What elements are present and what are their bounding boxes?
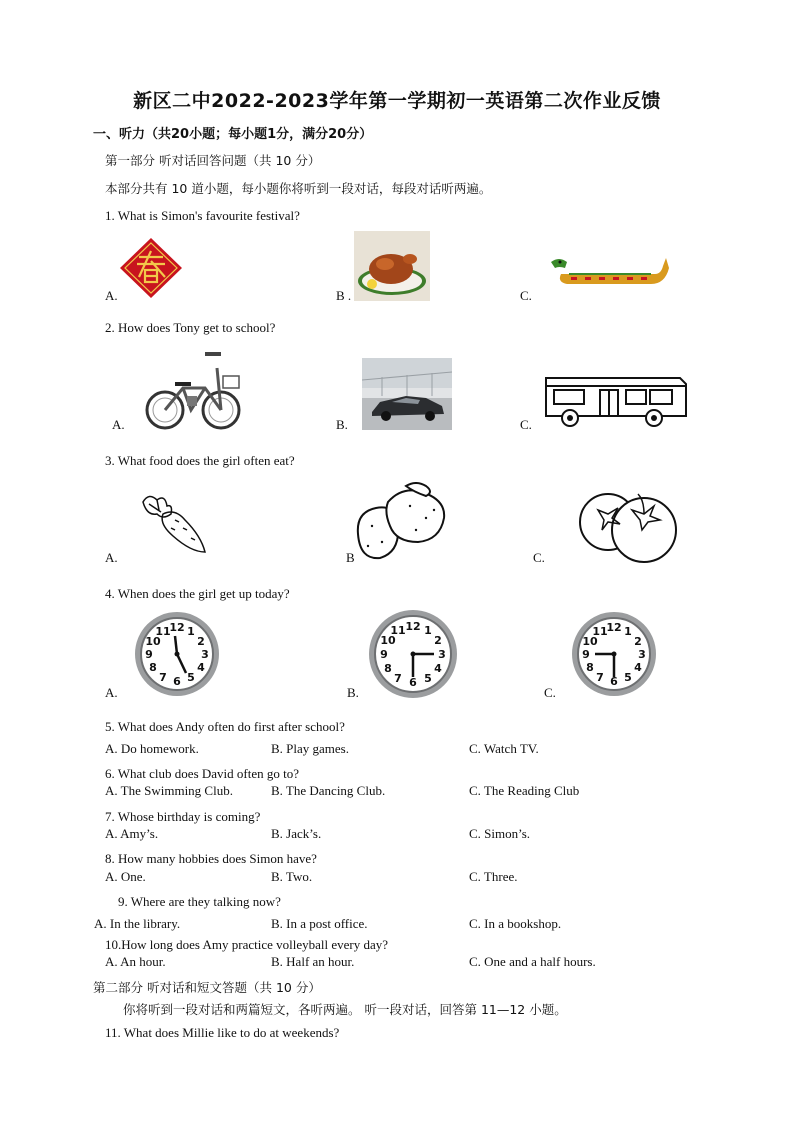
- clock-picture: [571, 611, 657, 697]
- car-picture: [362, 358, 452, 430]
- option-a: A. In the library.: [94, 916, 181, 931]
- option-a: A. Amy’s.: [105, 826, 159, 841]
- clock-picture: [134, 611, 220, 697]
- option-b: B. In a post office.: [271, 916, 368, 931]
- option-label: C.: [544, 685, 556, 700]
- option-b: B. Play games.: [271, 741, 349, 756]
- option-b: B. Two.: [271, 869, 313, 884]
- part1-description: 本部分共有 10 道小题，每小题你将听到一段对话，每段对话听两遍。: [105, 181, 492, 196]
- option-b: B. Jack’s.: [271, 826, 322, 841]
- part1-title: 第一部分 听对话回答问题（共 10 分）: [105, 153, 321, 168]
- svg-text:2: 2: [434, 634, 442, 647]
- svg-text:11: 11: [390, 624, 406, 637]
- question-1: 1. What is Simon's favourite festival?: [105, 208, 300, 223]
- carrot-picture: [135, 490, 215, 560]
- bus-picture: [540, 368, 690, 430]
- svg-text:12: 12: [169, 621, 185, 634]
- question-11: 11. What does Millie like to do at weekends?: [105, 1025, 340, 1040]
- svg-text:10: 10: [380, 634, 396, 647]
- svg-text:1: 1: [424, 624, 432, 637]
- svg-text:10: 10: [145, 635, 161, 648]
- question-9: 9. Where are they talking now?: [118, 894, 281, 909]
- option-label: B .: [336, 288, 352, 303]
- question-6: 6. What club does David often go to?: [105, 766, 299, 781]
- svg-text:2: 2: [634, 635, 642, 648]
- svg-text:10: 10: [582, 635, 598, 648]
- option-c: C. The Reading Club: [469, 783, 580, 798]
- option-label: A.: [105, 685, 118, 700]
- svg-text:1: 1: [187, 625, 195, 638]
- option-label: C.: [520, 417, 532, 432]
- option-label: A.: [105, 288, 118, 303]
- potato-picture: [352, 482, 452, 564]
- option-label: B.: [347, 685, 359, 700]
- svg-text:8: 8: [586, 661, 594, 674]
- svg-text:2: 2: [197, 635, 205, 648]
- svg-text:12: 12: [405, 620, 421, 633]
- question-7: 7. Whose birthday is coming?: [105, 809, 261, 824]
- question-8: 8. How many hobbies does Simon have?: [105, 851, 317, 866]
- dragon-boat-picture: [547, 254, 671, 290]
- svg-text:7: 7: [159, 671, 167, 684]
- svg-text:8: 8: [384, 662, 392, 675]
- option-label: C.: [520, 288, 532, 303]
- option-label: A.: [105, 550, 118, 565]
- option-c: C. Simon’s.: [469, 826, 531, 841]
- svg-text:9: 9: [582, 648, 590, 661]
- svg-text:9: 9: [380, 648, 388, 661]
- svg-text:3: 3: [201, 648, 209, 661]
- svg-text:5: 5: [187, 671, 195, 684]
- svg-text:1: 1: [624, 625, 632, 638]
- svg-text:3: 3: [438, 648, 446, 661]
- svg-text:8: 8: [149, 661, 157, 674]
- option-a: A. One.: [105, 869, 146, 884]
- option-b: B. The Dancing Club.: [271, 783, 386, 798]
- svg-text:3: 3: [638, 648, 646, 661]
- clock-picture: [368, 609, 458, 699]
- svg-text:7: 7: [596, 671, 604, 684]
- section-heading: 一、听力（共20小题；每小题1分，满分20分）: [93, 127, 373, 142]
- question-5: 5. What does Andy often do first after school?: [105, 719, 345, 734]
- svg-text:5: 5: [624, 671, 632, 684]
- option-c: C. One and a half hours.: [469, 954, 596, 969]
- svg-text:11: 11: [155, 625, 171, 638]
- part2-description: 你将听到一段对话和两篇短文，各听两遍。 听一段对话，回答第 11—12 小题。: [123, 1002, 567, 1017]
- option-c: C. Three.: [469, 869, 518, 884]
- roast-chicken-picture: [354, 231, 430, 301]
- question-10: 10.How long does Amy practice volleyball every day?: [105, 937, 389, 952]
- svg-text:4: 4: [197, 661, 205, 674]
- svg-text:4: 4: [434, 662, 442, 675]
- svg-text:7: 7: [394, 672, 402, 685]
- svg-text:5: 5: [424, 672, 432, 685]
- question-4: 4. When does the girl get up today?: [105, 586, 290, 601]
- svg-text:6: 6: [610, 675, 618, 688]
- option-a: A. The Swimming Club.: [105, 783, 233, 798]
- option-label: B.: [336, 417, 348, 432]
- question-2: 2. How does Tony get to school?: [105, 320, 276, 335]
- tomato-picture: [572, 484, 682, 564]
- svg-text:6: 6: [173, 675, 181, 688]
- svg-text:6: 6: [409, 676, 417, 689]
- option-c: C. Watch TV.: [469, 741, 539, 756]
- part2-title: 第二部分 听对话和短文答题（共 10 分）: [93, 980, 321, 995]
- svg-text:12: 12: [606, 621, 622, 634]
- svg-text:11: 11: [592, 625, 608, 638]
- option-a: A. An hour.: [105, 954, 166, 969]
- page-title: 新区二中2022-2023学年第一学期初一英语第二次作业反馈: [133, 90, 661, 112]
- svg-text:9: 9: [145, 648, 153, 661]
- option-label: B: [346, 550, 355, 565]
- option-c: C. In a bookshop.: [469, 916, 562, 931]
- option-label: A.: [112, 417, 125, 432]
- bike-picture: [143, 346, 243, 432]
- option-label: C.: [533, 550, 545, 565]
- option-b: B. Half an hour.: [271, 954, 355, 969]
- option-a: A. Do homework.: [105, 741, 199, 756]
- svg-text:4: 4: [634, 661, 642, 674]
- question-3: 3. What food does the girl often eat?: [105, 453, 295, 468]
- spring-festival-picture: [119, 237, 183, 299]
